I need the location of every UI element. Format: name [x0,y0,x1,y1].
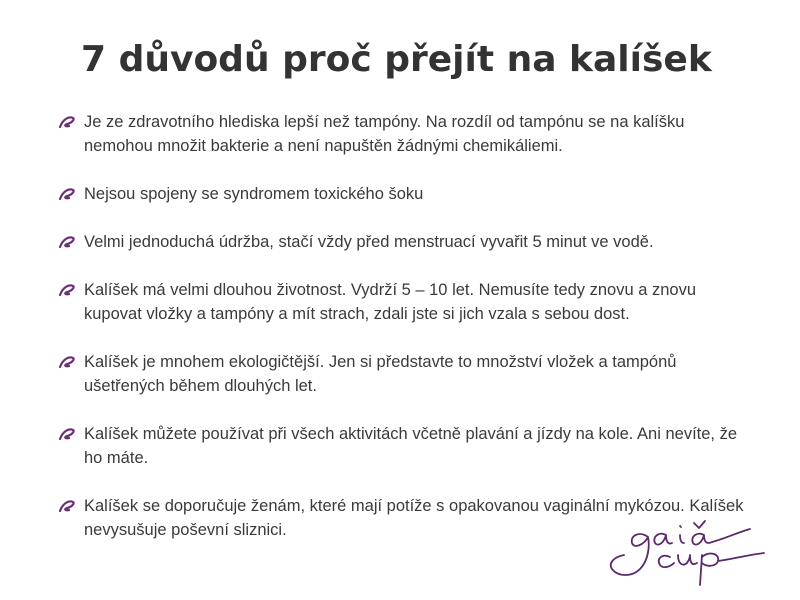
reason-text: Kalíšek se doporučuje ženám, které mají potíže s opakovanou vaginální mykózou. Kalíšek nevysušuje poševní sliznici. [84,497,744,539]
list-item [56,350,756,398]
gaia-cup-handwritten-logo-icon [604,511,774,591]
swirl-bullet-icon [56,277,80,301]
reason-text: Je ze zdravotního hlediska lepší než tampóny. Na rozdíl od tampónu se na kalíšku nemohou množit bakterie a není napuštěn žádnými chemikáliemi. [84,113,685,155]
swirl-bullet-icon [56,349,80,373]
swirl-bullet-icon [56,421,80,445]
swirl-bullet-icon [56,181,80,205]
page-title: 7 důvodů proč přejít na kalíšek [81,39,712,80]
list-item [56,110,756,158]
swirl-bullet-icon [56,493,80,517]
reason-text: Kalíšek můžete používat při všech aktivitách včetně plavání a jízdy na kole. Ani nevíte, že ho máte. [84,425,738,467]
list-item [56,182,756,206]
reason-text: Velmi jednoduchá údržba, stačí vždy před menstruací vyvařit 5 minut ve vodě. [84,233,654,251]
list-item [56,422,756,470]
list-item [56,278,756,326]
reason-text: Nejsou spojeny se syndromem toxického šoku [84,185,424,203]
gaia-cup-logo [604,511,774,591]
reason-text: Kalíšek má velmi dlouhou životnost. Vydrží 5 – 10 let. Nemusíte tedy znovu a znovu kupovat vložky a tampóny a mít strach, zdali jste si jich vzala s sebou dost. [84,281,697,323]
reason-text: Kalíšek je mnohem ekologičtější. Jen si představte to množství vložek a tampónů ušetřených během dlouhých let. [84,353,677,395]
swirl-bullet-icon [56,229,80,253]
list-item [56,230,756,254]
swirl-bullet-icon [56,109,80,133]
